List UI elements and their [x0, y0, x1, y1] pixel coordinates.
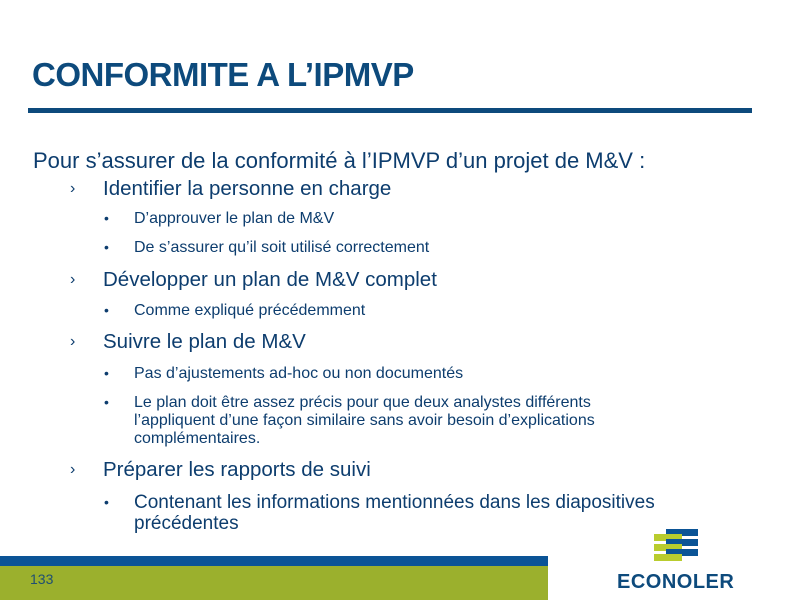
- chevron-icon: ›: [70, 333, 76, 350]
- page-number: 133: [30, 571, 54, 587]
- bullet-text: Comme expliqué précédemment: [134, 302, 366, 319]
- footer-green-band: [0, 566, 548, 600]
- bullet-text: complémentaires.: [134, 430, 261, 447]
- slide-title: CONFORMITE A L’IPMVP: [32, 56, 414, 93]
- bullet-icon: •: [104, 494, 109, 510]
- bullet-icon: •: [104, 365, 109, 381]
- bullet-icon: •: [104, 210, 109, 226]
- logo-wordmark: ECONOLER: [617, 571, 735, 593]
- section-label: Développer un plan de M&V complet: [103, 268, 437, 291]
- footer-blue-band: [0, 556, 548, 566]
- chevron-icon: ›: [70, 271, 76, 288]
- bullet-text: Contenant les informations mentionnées dans les diapositives: [134, 492, 655, 513]
- bullet-text: précédentes: [134, 513, 239, 534]
- section-label: Suivre le plan de M&V: [103, 330, 306, 353]
- bullet-text: Le plan doit être assez précis pour que deux analystes différents: [134, 394, 591, 411]
- chevron-icon: ›: [70, 180, 76, 197]
- section-label: Identifier la personne en charge: [103, 177, 392, 200]
- section-label: Préparer les rapports de suivi: [103, 458, 371, 481]
- intro-text: Pour s’assurer de la conformité à l’IPMVP d’un projet de M&V :: [33, 148, 646, 173]
- bullet-text: l’appliquent d’une façon similaire sans avoir besoin d’explications: [134, 412, 595, 429]
- bullet-text: D’approuver le plan de M&V: [134, 210, 335, 227]
- bullet-text: De s’assurer qu’il soit utilisé correctement: [134, 239, 430, 256]
- title-underline: [28, 108, 752, 113]
- bullet-icon: •: [104, 394, 109, 410]
- econoler-logo-icon: [654, 529, 698, 567]
- bullet-icon: •: [104, 239, 109, 255]
- bullet-text: Pas d’ajustements ad-hoc ou non documentés: [134, 365, 464, 382]
- bullet-icon: •: [104, 302, 109, 318]
- chevron-icon: ›: [70, 461, 76, 478]
